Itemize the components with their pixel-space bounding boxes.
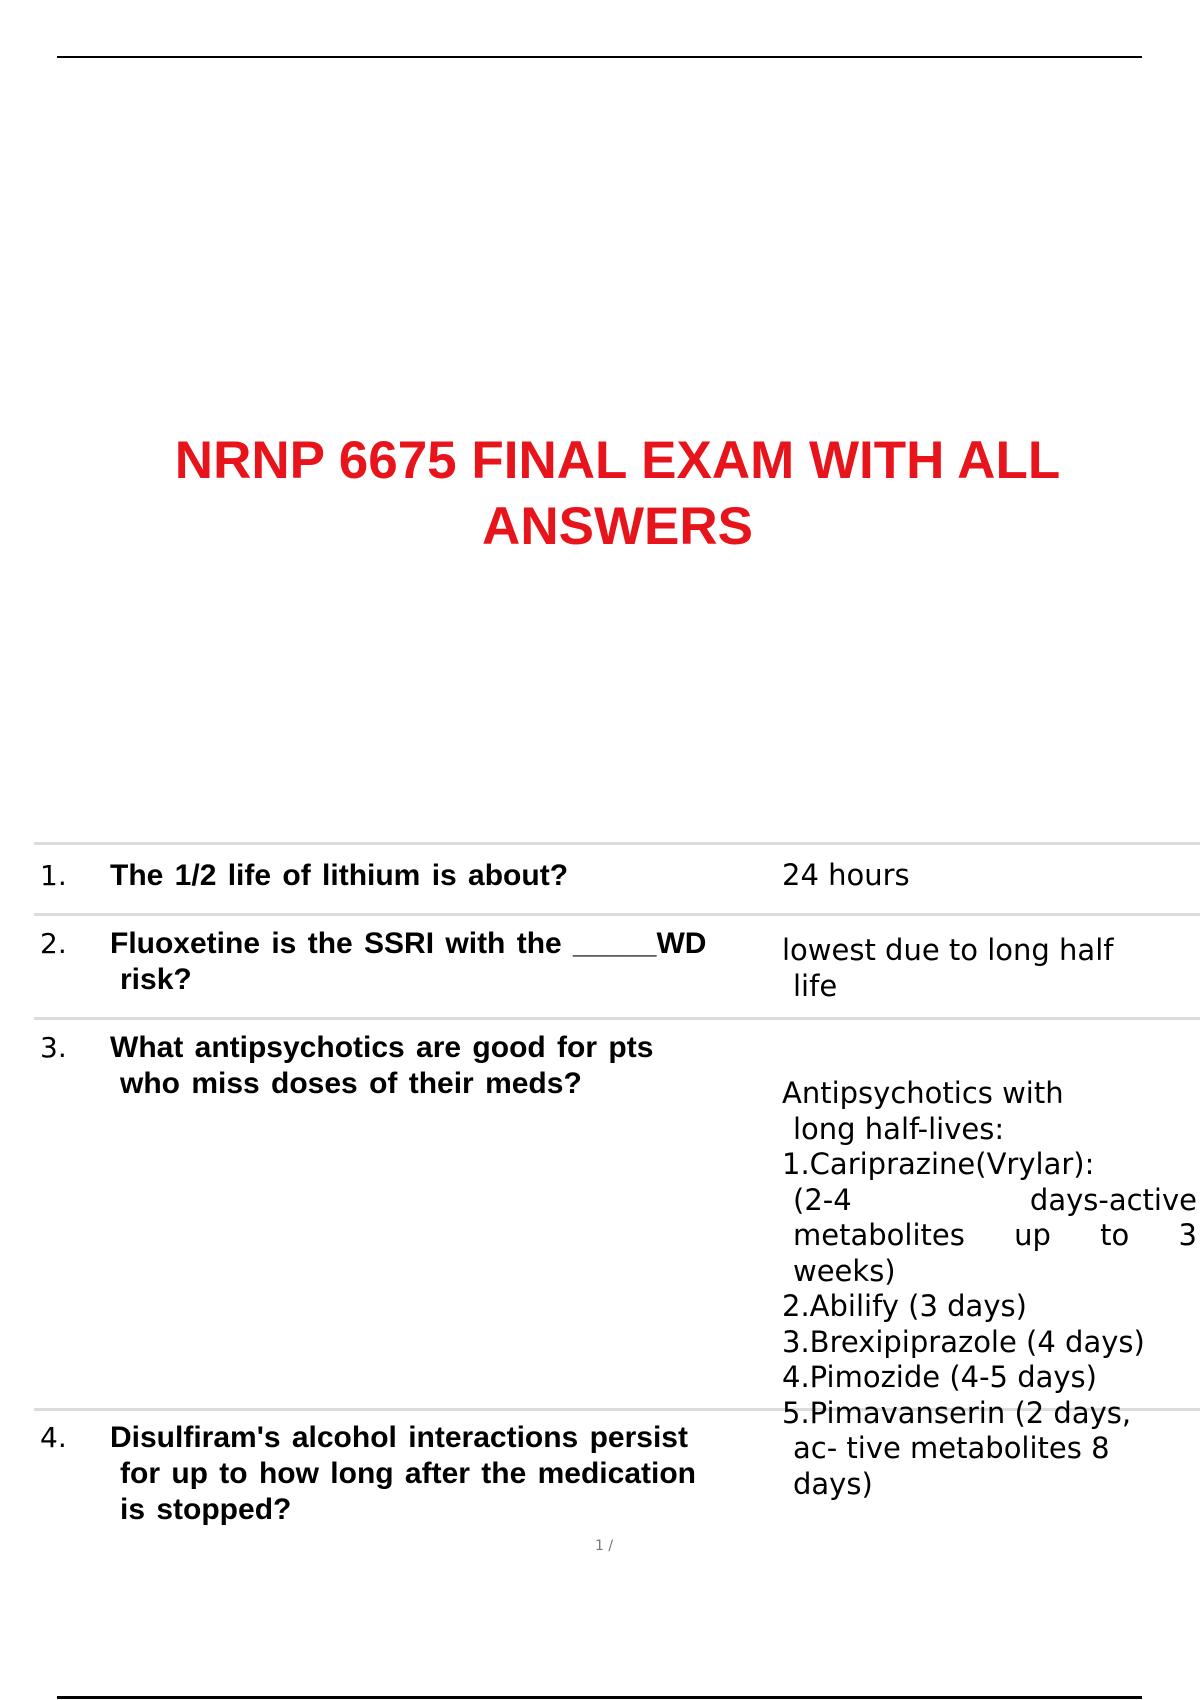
row-divider-2-3 [34, 1017, 1200, 1020]
question-text: The 1/2 life of lithium is about? [110, 859, 569, 892]
question-line: who miss doses of their meds? [120, 1067, 582, 1100]
answer-line: lowest due to long half [782, 933, 1114, 967]
answer-line: 5.Pimavanserin (2 days, [782, 1395, 1132, 1430]
answer-text [782, 1076, 1197, 1502]
title-line-1: NRNP 6675 FINAL EXAM WITH ALL [174, 431, 1061, 490]
answer-text [782, 933, 1197, 1004]
top-rule [57, 56, 1142, 58]
answer-text: 24 hours [782, 858, 910, 892]
question-line: What antipsychotics are good for pts [110, 1031, 654, 1064]
document-title [60, 428, 1175, 560]
answer-line: 3.Brexipiprazole (4 days) [782, 1324, 1145, 1359]
answer-line: long half-lives: [793, 1111, 1005, 1146]
answer-line: weeks) [793, 1253, 896, 1288]
question-line: for up to how long after the medication [120, 1457, 696, 1490]
row-divider-top [34, 842, 1200, 845]
question-text [110, 1420, 752, 1528]
answer-line: 4.Pimozide (4-5 days) [782, 1360, 1097, 1394]
answer-line: 1.Cariprazine(Vrylar): [782, 1147, 1095, 1181]
answer-line: 2.Abilify (3 days) [782, 1289, 1027, 1323]
item-number: 3. [40, 1031, 67, 1064]
question-text [110, 926, 752, 998]
title-line-2: ANSWERS [482, 497, 753, 556]
question-line: risk? [120, 963, 192, 996]
item-number: 1. [40, 859, 67, 892]
bottom-rule [57, 1696, 1142, 1699]
page-marker: 1 / [595, 1538, 614, 1554]
item-number: 4. [40, 1421, 67, 1454]
answer-line: life [793, 968, 838, 1003]
answer-line: (2-4 days-active [793, 1182, 1197, 1217]
row-divider-1-2 [34, 913, 1200, 916]
question-line: Fluoxetine is the SSRI with the _____WD [110, 927, 707, 960]
item-number: 2. [40, 927, 67, 960]
question-line: Disulfiram's alcohol interactions persist [110, 1421, 688, 1454]
answer-line: days) [793, 1466, 873, 1501]
question-line: is stopped? [120, 1493, 292, 1526]
answer-line: ac- tive metabolites 8 [793, 1431, 1110, 1465]
answer-line: metabolites up to 3 [793, 1218, 1197, 1252]
answer-line: Antipsychotics with [782, 1076, 1064, 1110]
question-text [110, 1030, 752, 1102]
